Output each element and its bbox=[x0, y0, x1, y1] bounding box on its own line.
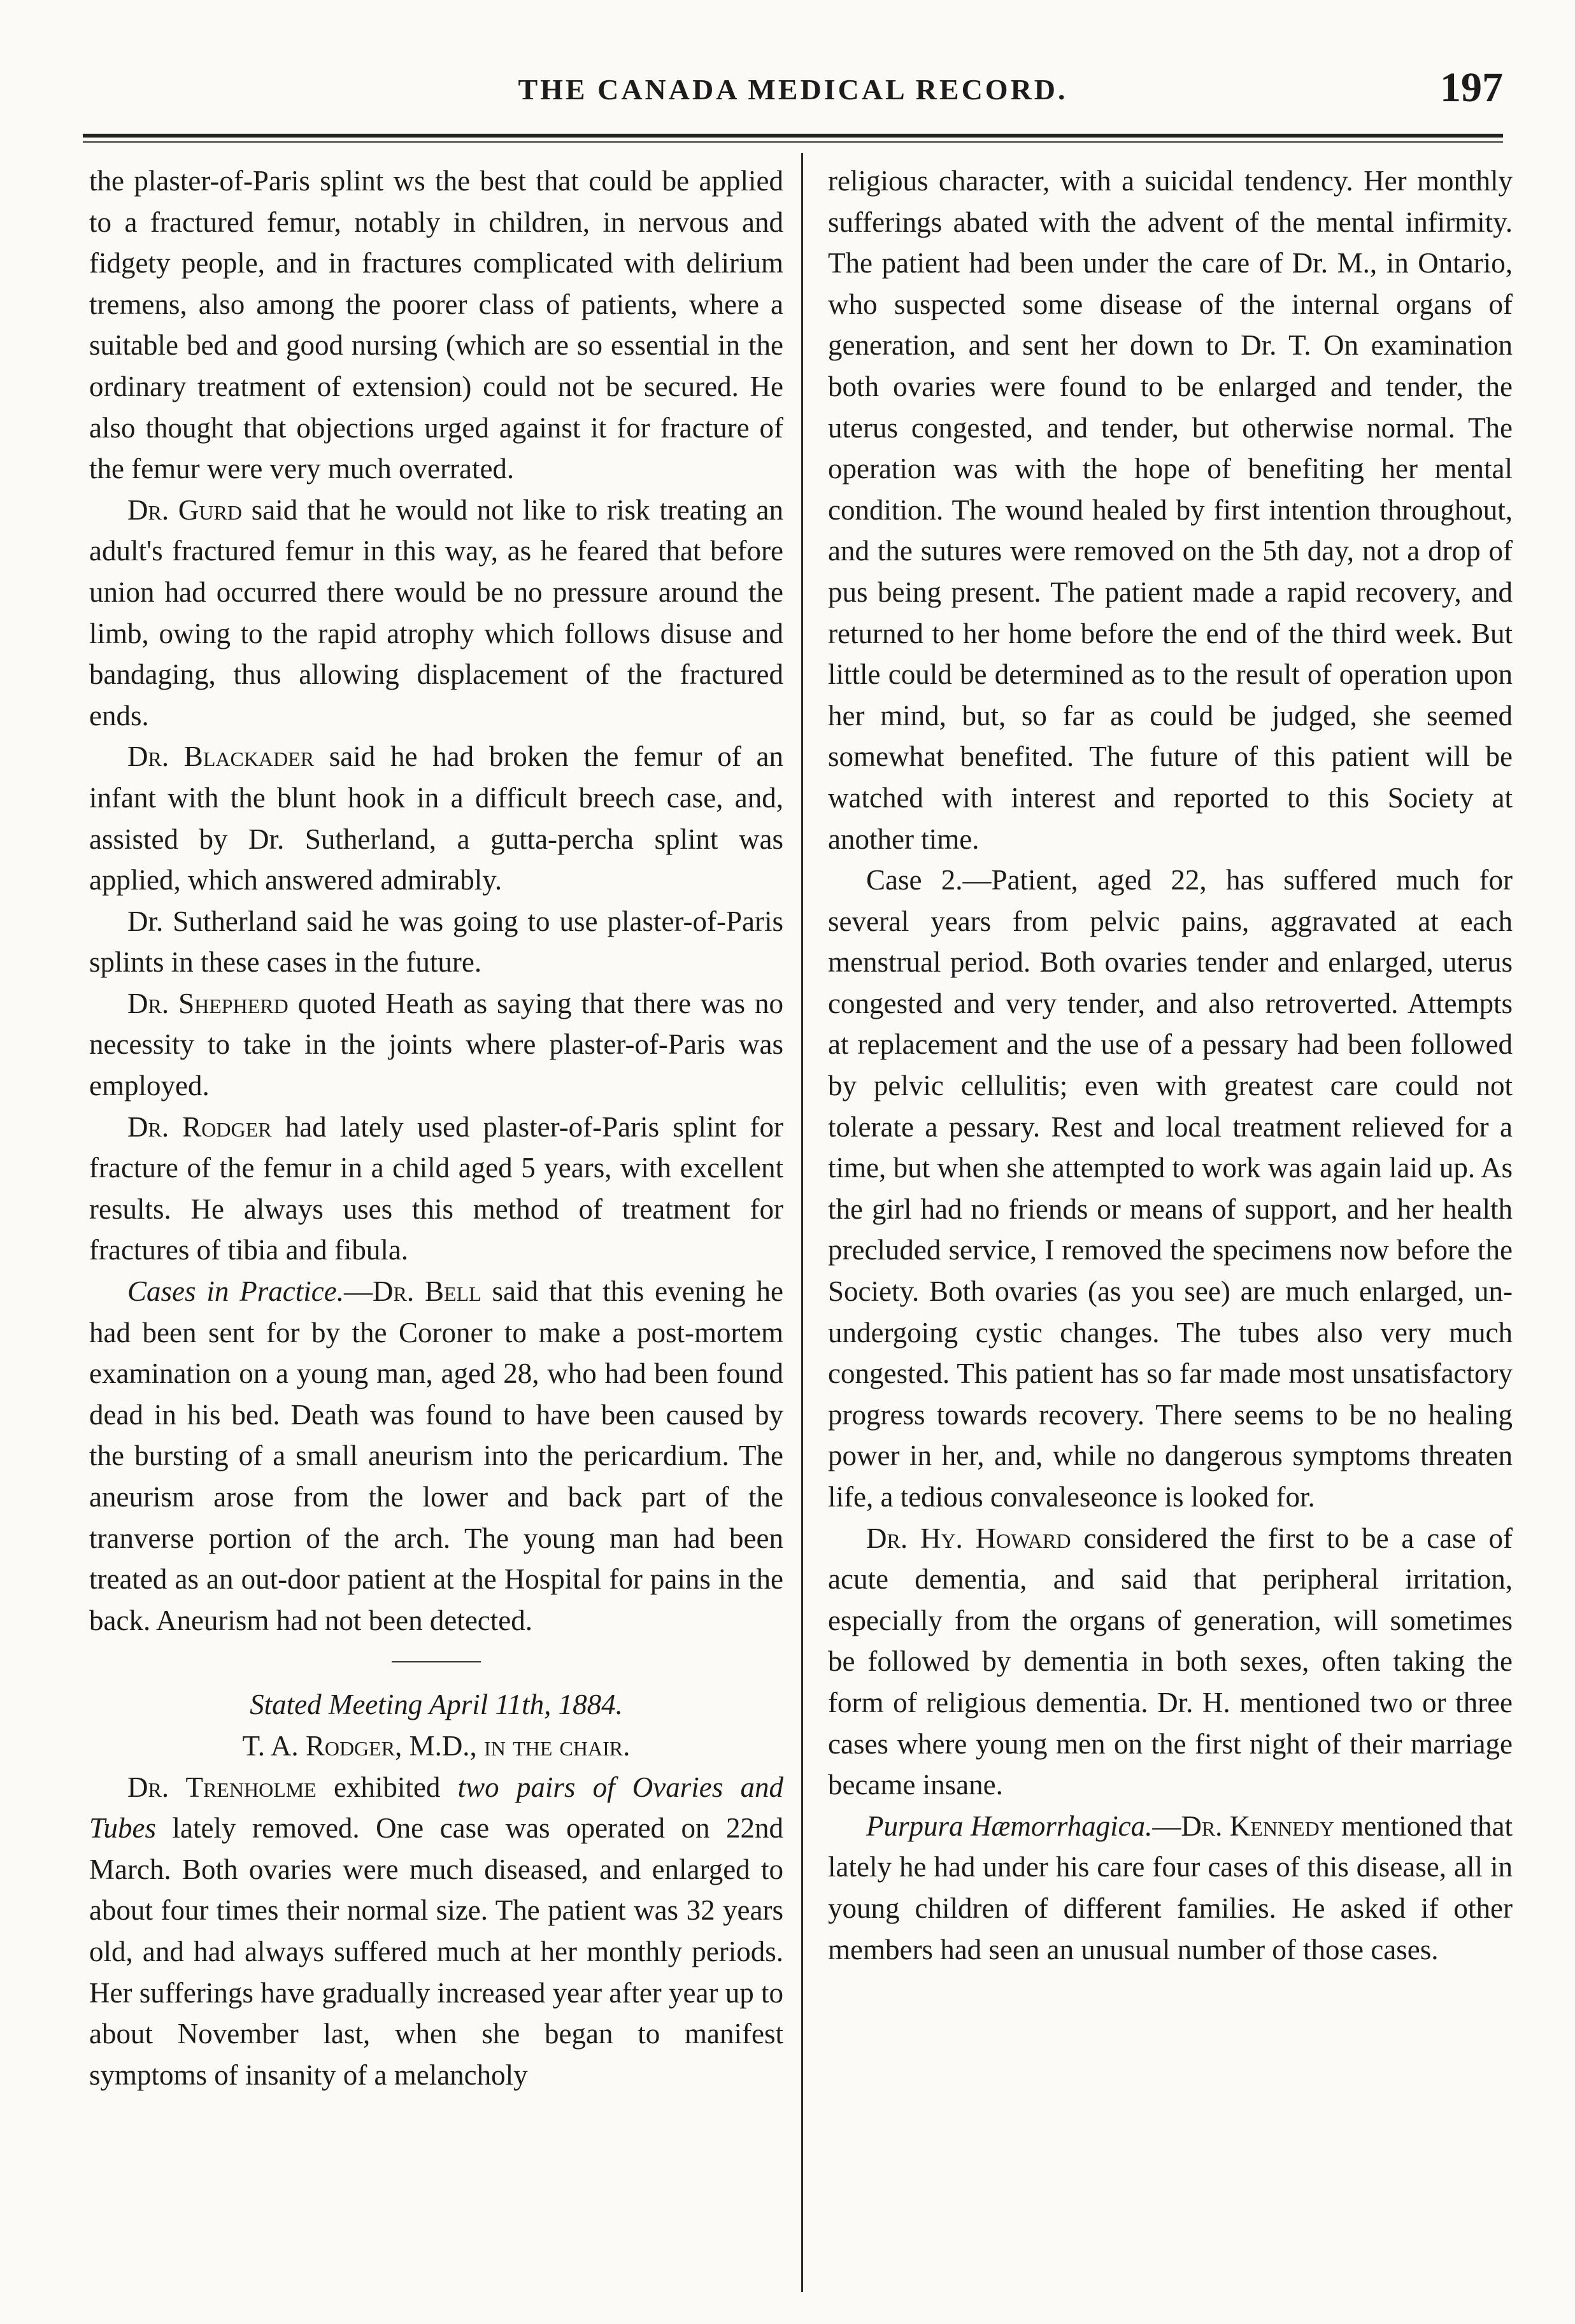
specimen-title: two pairs of Ovaries and Tubes bbox=[89, 1771, 783, 1845]
speaker-name: Dr. Rodger bbox=[127, 1110, 272, 1143]
paragraph: religious character, with a suicidal tendency. Her monthly sufferings abated with the advent of the mental infirmity. The patient had been under the care of Dr. M., in Ontario, who suspected some disease of the internal organs of generation, and sent her down to Dr. T. On examination both ovaries were found to be enlarged and tender, the uterus congested, and tender, but otherwise normal. The operation was with the hope of benefiting her mental condition. The wound healed by first intention throughout, and the sutures were removed on the 5th day, not a drop of pus being present. The patient made a rapid recovery, and returned to her home before the end of the third week. But little could be determined as to the result of operation upon her mind, but, so far as could be judged, she seemed somewhat benefited. The future of this patient will be watched with interest and reported to this Society at another time. bbox=[828, 165, 1513, 855]
paragraph: Dr. Hy. Howard considered the first to be a case of acute dementia, and said that peripheral irritation, especially from the organs of generation, will sometimes be followed by dementia in both sexes, often taking the form of religious dementia. Dr. H. mentioned two or three cases where young men on the first night of their marriage became insane. bbox=[828, 1522, 1513, 1801]
speaker-name: Dr. Shepherd bbox=[127, 987, 289, 1019]
paragraph: Dr. Trenholme exhibited two pairs of Ovaries and Tubes lately removed. One case was operated on 22nd March. Both ovaries were much diseased, and enlarged to about four times their normal size. The patient was 32 years old, and had always suffered much at her monthly periods. Her sufferings have gradually increased year after year up to about November last, when she began to manifest symptoms of insanity of a melancholy bbox=[89, 1771, 783, 2091]
header-rule-thin bbox=[83, 141, 1503, 143]
right-column bbox=[828, 160, 1513, 1970]
left-column bbox=[89, 160, 783, 2095]
section-title: Purpura Hæmorrhagica. bbox=[866, 1810, 1153, 1842]
paragraph: Case 2.—Patient, aged 22, has suffered much for several years from pelvic pains, aggravated at each menstrual period. Both ovaries tender and enlarged, uterus congested and very tender, and also retroverted. Attempts at replacement and the use of a pessary had been followed by pelvic cellulitis; even with greatest care could not tolerate a pessary. Rest and local treatment relieved for a time, but when she attempted to work was again laid up. As the girl had no friends or means of support, and her health precluded service, I removed the specimens now before the Society. Both ovaries (as you see) are much enlarged, un-undergoing cystic changes. The tubes also very much congested. This patient has so far made most unsatisfactory progress towards recovery. There seems to be no healing power in her, and, while no dangerous symptoms threaten life, a tedious convaleseonce is looked for. bbox=[828, 864, 1513, 1513]
meeting-chair: T. A. Rodger, M.D., in the chair. bbox=[242, 1729, 631, 1762]
paragraph: Dr. Sutherland said he was going to use plaster-of-Paris splints in these cases in the future. bbox=[89, 905, 783, 979]
speaker-name: Dr. Gurd bbox=[127, 493, 242, 526]
running-head: THE CANADA MEDICAL RECORD. bbox=[518, 73, 1068, 106]
paragraph: Dr. Gurd said that he would not like to risk treating an adult's fractured femur in this way, as he feared that before union had occurred there would be no pressure around the limb, owing to the rapid atrophy which follows disuse and bandaging, thus allowing displacement of the fractured ends. bbox=[89, 493, 783, 732]
column-divider bbox=[801, 153, 803, 2292]
page-header bbox=[83, 64, 1503, 121]
section-title: Cases in Practice. bbox=[127, 1275, 344, 1308]
paragraph: the plaster-of-Paris splint ws the best that could be applied to a fractured femur, notably in children, in nervous and fidgety people, and in fractures complicated with delirium tremens, also among the poorer class of patients, where a suitable bed and good nursing (which are so essential in the ordinary treatment of extension) could not be secured. He also thought that objections urged against it for fracture of the femur were very much overrated. bbox=[89, 165, 783, 485]
paragraph: Cases in Practice.—Dr. Bell said that this evening he had been sent for by the Coroner to make a post-mortem examination on a young man, aged 28, who had been found dead in his bed. Death was found to have been caused by the bursting of a small aneurism into the pericardium. The aneurism arose from the lower and back part of the tranverse portion of the arch. The young man had been treated as an out-door patient at the Hospital for pains in the back. Aneurism had not been detected. bbox=[89, 1275, 783, 1636]
paragraph: Dr. Rodger had lately used plaster-of-Paris splint for fracture of the femur in a child aged 5 years, with excellent results. He always uses this method of treatment for fractures of tibia and fibula. bbox=[89, 1110, 784, 1266]
paragraph: Dr. Blackader said he had broken the femur of an infant with the blunt hook in a difficult breech case, and, assisted by Dr. Sutherland, a gutta-percha splint was applied, which answered admirably. bbox=[89, 740, 784, 896]
page-number: 197 bbox=[1440, 64, 1503, 111]
paragraph: Purpura Hæmorrhagica.—Dr. Kennedy mentioned that lately he had under his care four cases of this disease, all in young children of different families. He asked if other members had seen an unusual number of those cases. bbox=[828, 1810, 1513, 1966]
meeting-title: Stated Meeting April 11th, 1884. bbox=[250, 1689, 623, 1721]
paragraph: Dr. Shepherd quoted Heath as saying that there was no necessity to take in the joints where plaster-of-Paris was employed. bbox=[89, 987, 783, 1102]
section-divider bbox=[392, 1661, 481, 1662]
speaker-name: —Dr. Bell bbox=[343, 1275, 481, 1308]
header-rule bbox=[83, 134, 1503, 138]
speaker-name: Dr. Hy. Howard bbox=[866, 1522, 1071, 1554]
speaker-name: —Dr. Kennedy bbox=[1152, 1810, 1334, 1842]
speaker-name: Dr. Trenholme bbox=[127, 1771, 317, 1803]
speaker-name: Dr. Blackader bbox=[127, 740, 315, 773]
